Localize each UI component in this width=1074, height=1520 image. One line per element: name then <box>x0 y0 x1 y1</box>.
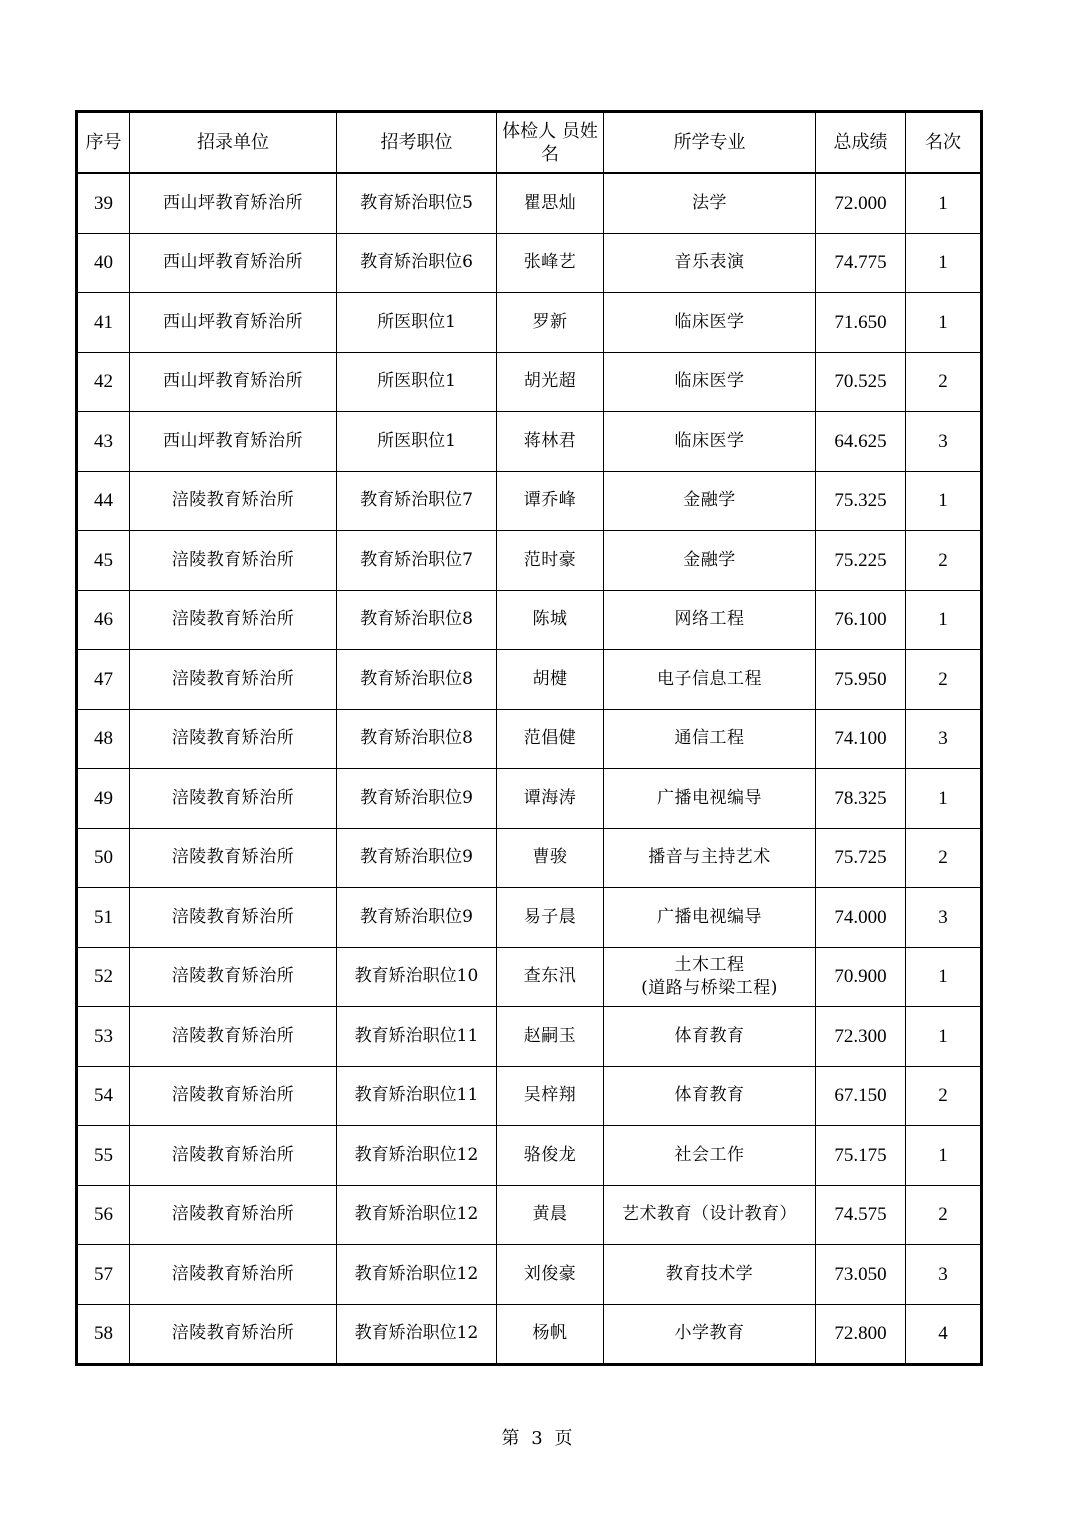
cell-unit: 涪陵教育矫治所 <box>130 1185 337 1245</box>
header-name-line2: 员姓名 <box>541 120 598 165</box>
cell-rank: 3 <box>906 709 982 769</box>
cell-name: 杨帆 <box>497 1304 604 1365</box>
cell-name: 刘俊豪 <box>497 1245 604 1305</box>
cell-score: 72.800 <box>816 1304 906 1365</box>
cell-rank: 1 <box>906 769 982 829</box>
table-row <box>77 531 982 591</box>
cell-major: 电子信息工程 <box>604 650 816 710</box>
table-row <box>77 1007 982 1067</box>
cell-major: 广播电视编导 <box>604 769 816 829</box>
cell-major-line1: 土木工程 <box>674 954 745 975</box>
cell-name: 吴梓翔 <box>497 1066 604 1126</box>
cell-unit: 涪陵教育矫治所 <box>130 471 337 531</box>
cell-unit: 西山坪教育矫治所 <box>130 173 337 233</box>
cell-seq: 56 <box>77 1185 130 1245</box>
cell-major: 小学教育 <box>604 1304 816 1365</box>
cell-seq: 50 <box>77 828 130 888</box>
cell-name: 胡光超 <box>497 352 604 412</box>
table-row <box>77 888 982 948</box>
header-name <box>497 112 604 174</box>
cell-position: 教育矫治职位11 <box>337 1066 497 1126</box>
header-seq: 序号 <box>77 112 130 174</box>
table-row <box>77 173 982 233</box>
cell-seq: 39 <box>77 173 130 233</box>
table-row <box>77 650 982 710</box>
cell-seq: 44 <box>77 471 130 531</box>
header-rank: 名次 <box>906 112 982 174</box>
cell-rank: 1 <box>906 1126 982 1186</box>
cell-score: 74.000 <box>816 888 906 948</box>
cell-rank: 2 <box>906 531 982 591</box>
cell-rank: 2 <box>906 1066 982 1126</box>
table-row <box>77 233 982 293</box>
cell-position: 教育矫治职位8 <box>337 650 497 710</box>
cell-position: 教育矫治职位12 <box>337 1126 497 1186</box>
cell-position: 教育矫治职位6 <box>337 233 497 293</box>
cell-position: 教育矫治职位9 <box>337 888 497 948</box>
cell-unit: 西山坪教育矫治所 <box>130 233 337 293</box>
cell-score: 73.050 <box>816 1245 906 1305</box>
cell-name: 范时豪 <box>497 531 604 591</box>
cell-position: 所医职位1 <box>337 412 497 472</box>
table-row <box>77 947 982 1007</box>
table-row <box>77 1066 982 1126</box>
cell-seq: 46 <box>77 590 130 650</box>
cell-major: 音乐表演 <box>604 233 816 293</box>
header-row <box>77 112 982 174</box>
cell-position: 教育矫治职位10 <box>337 947 497 1007</box>
cell-unit: 涪陵教育矫治所 <box>130 531 337 591</box>
cell-score: 70.900 <box>816 947 906 1007</box>
cell-major: 艺术教育（设计教育） <box>604 1185 816 1245</box>
cell-major-line2: (道路与桥梁工程) <box>641 977 778 998</box>
cell-rank: 1 <box>906 947 982 1007</box>
cell-seq: 48 <box>77 709 130 769</box>
cell-major: 体育教育 <box>604 1007 816 1067</box>
cell-score: 74.100 <box>816 709 906 769</box>
header-position: 招考职位 <box>337 112 497 174</box>
cell-major: 广播电视编导 <box>604 888 816 948</box>
cell-score: 67.150 <box>816 1066 906 1126</box>
cell-major: 临床医学 <box>604 352 816 412</box>
cell-major: 体育教育 <box>604 1066 816 1126</box>
table-row <box>77 828 982 888</box>
cell-name: 罗新 <box>497 293 604 353</box>
table-row <box>77 1245 982 1305</box>
cell-position: 所医职位1 <box>337 293 497 353</box>
cell-name: 易子晨 <box>497 888 604 948</box>
cell-rank: 4 <box>906 1304 982 1365</box>
cell-unit: 涪陵教育矫治所 <box>130 1304 337 1365</box>
cell-unit: 涪陵教育矫治所 <box>130 947 337 1007</box>
cell-position: 教育矫治职位5 <box>337 173 497 233</box>
cell-seq: 43 <box>77 412 130 472</box>
cell-rank: 1 <box>906 590 982 650</box>
cell-score: 78.325 <box>816 769 906 829</box>
cell-name: 赵嗣玉 <box>497 1007 604 1067</box>
cell-seq: 45 <box>77 531 130 591</box>
table-row <box>77 769 982 829</box>
cell-position: 教育矫治职位8 <box>337 709 497 769</box>
header-score: 总成绩 <box>816 112 906 174</box>
cell-seq: 58 <box>77 1304 130 1365</box>
cell-score: 64.625 <box>816 412 906 472</box>
cell-name: 陈城 <box>497 590 604 650</box>
cell-name: 曹骏 <box>497 828 604 888</box>
cell-unit: 涪陵教育矫治所 <box>130 828 337 888</box>
cell-seq: 42 <box>77 352 130 412</box>
cell-rank: 3 <box>906 1245 982 1305</box>
cell-seq: 55 <box>77 1126 130 1186</box>
cell-name: 张峰艺 <box>497 233 604 293</box>
cell-score: 71.650 <box>816 293 906 353</box>
cell-position: 教育矫治职位12 <box>337 1304 497 1365</box>
cell-name: 黄晨 <box>497 1185 604 1245</box>
cell-rank: 2 <box>906 1185 982 1245</box>
cell-position: 教育矫治职位7 <box>337 471 497 531</box>
table-row <box>77 412 982 472</box>
cell-rank: 1 <box>906 173 982 233</box>
cell-unit: 涪陵教育矫治所 <box>130 650 337 710</box>
cell-rank: 1 <box>906 293 982 353</box>
cell-unit: 涪陵教育矫治所 <box>130 1007 337 1067</box>
results-table <box>75 110 983 1366</box>
cell-score: 70.525 <box>816 352 906 412</box>
cell-seq: 41 <box>77 293 130 353</box>
cell-rank: 1 <box>906 233 982 293</box>
cell-unit: 涪陵教育矫治所 <box>130 1066 337 1126</box>
cell-score: 74.575 <box>816 1185 906 1245</box>
table-row <box>77 590 982 650</box>
cell-unit: 涪陵教育矫治所 <box>130 769 337 829</box>
cell-name: 谭海涛 <box>497 769 604 829</box>
cell-major: 金融学 <box>604 531 816 591</box>
table-row <box>77 352 982 412</box>
cell-seq: 40 <box>77 233 130 293</box>
cell-rank: 2 <box>906 650 982 710</box>
cell-major: 法学 <box>604 173 816 233</box>
cell-score: 75.950 <box>816 650 906 710</box>
cell-score: 75.725 <box>816 828 906 888</box>
cell-name: 瞿思灿 <box>497 173 604 233</box>
cell-position: 教育矫治职位9 <box>337 828 497 888</box>
header-name-line1: 体检人 <box>502 120 557 142</box>
cell-score: 76.100 <box>816 590 906 650</box>
cell-name: 谭乔峰 <box>497 471 604 531</box>
cell-rank: 1 <box>906 1007 982 1067</box>
cell-unit: 西山坪教育矫治所 <box>130 293 337 353</box>
cell-rank: 2 <box>906 828 982 888</box>
cell-score: 72.300 <box>816 1007 906 1067</box>
cell-position: 教育矫治职位7 <box>337 531 497 591</box>
cell-unit: 涪陵教育矫治所 <box>130 1245 337 1305</box>
cell-name: 范倡健 <box>497 709 604 769</box>
cell-unit: 涪陵教育矫治所 <box>130 1126 337 1186</box>
cell-score: 75.325 <box>816 471 906 531</box>
table-row <box>77 1185 982 1245</box>
cell-unit: 涪陵教育矫治所 <box>130 709 337 769</box>
table-row <box>77 709 982 769</box>
cell-rank: 2 <box>906 352 982 412</box>
cell-seq: 53 <box>77 1007 130 1067</box>
cell-score: 75.175 <box>816 1126 906 1186</box>
cell-major: 临床医学 <box>604 293 816 353</box>
cell-seq: 49 <box>77 769 130 829</box>
cell-position: 教育矫治职位8 <box>337 590 497 650</box>
cell-seq: 52 <box>77 947 130 1007</box>
cell-major: 网络工程 <box>604 590 816 650</box>
cell-major: 社会工作 <box>604 1126 816 1186</box>
cell-seq: 51 <box>77 888 130 948</box>
cell-position: 教育矫治职位12 <box>337 1245 497 1305</box>
cell-name: 蒋林君 <box>497 412 604 472</box>
cell-name: 骆俊龙 <box>497 1126 604 1186</box>
cell-score: 74.775 <box>816 233 906 293</box>
cell-rank: 3 <box>906 888 982 948</box>
cell-score: 72.000 <box>816 173 906 233</box>
cell-major: 播音与主持艺术 <box>604 828 816 888</box>
cell-position: 教育矫治职位12 <box>337 1185 497 1245</box>
table-row <box>77 1126 982 1186</box>
header-unit: 招录单位 <box>130 112 337 174</box>
table-row <box>77 1304 982 1365</box>
cell-major: 教育技术学 <box>604 1245 816 1305</box>
cell-rank: 3 <box>906 412 982 472</box>
cell-unit: 西山坪教育矫治所 <box>130 412 337 472</box>
table-row <box>77 471 982 531</box>
cell-major: 通信工程 <box>604 709 816 769</box>
cell-position: 教育矫治职位11 <box>337 1007 497 1067</box>
cell-major: 临床医学 <box>604 412 816 472</box>
cell-position: 教育矫治职位9 <box>337 769 497 829</box>
cell-name: 查东汛 <box>497 947 604 1007</box>
cell-unit: 涪陵教育矫治所 <box>130 590 337 650</box>
cell-major: 金融学 <box>604 471 816 531</box>
cell-unit: 西山坪教育矫治所 <box>130 352 337 412</box>
cell-major <box>604 947 816 1007</box>
page-number: 第 3 页 <box>501 1428 573 1449</box>
cell-seq: 54 <box>77 1066 130 1126</box>
table-body <box>77 173 982 1365</box>
table-row <box>77 293 982 353</box>
header-major: 所学专业 <box>604 112 816 174</box>
cell-seq: 47 <box>77 650 130 710</box>
cell-position: 所医职位1 <box>337 352 497 412</box>
cell-rank: 1 <box>906 471 982 531</box>
cell-unit: 涪陵教育矫治所 <box>130 888 337 948</box>
cell-name: 胡楗 <box>497 650 604 710</box>
cell-score: 75.225 <box>816 531 906 591</box>
cell-seq: 57 <box>77 1245 130 1305</box>
